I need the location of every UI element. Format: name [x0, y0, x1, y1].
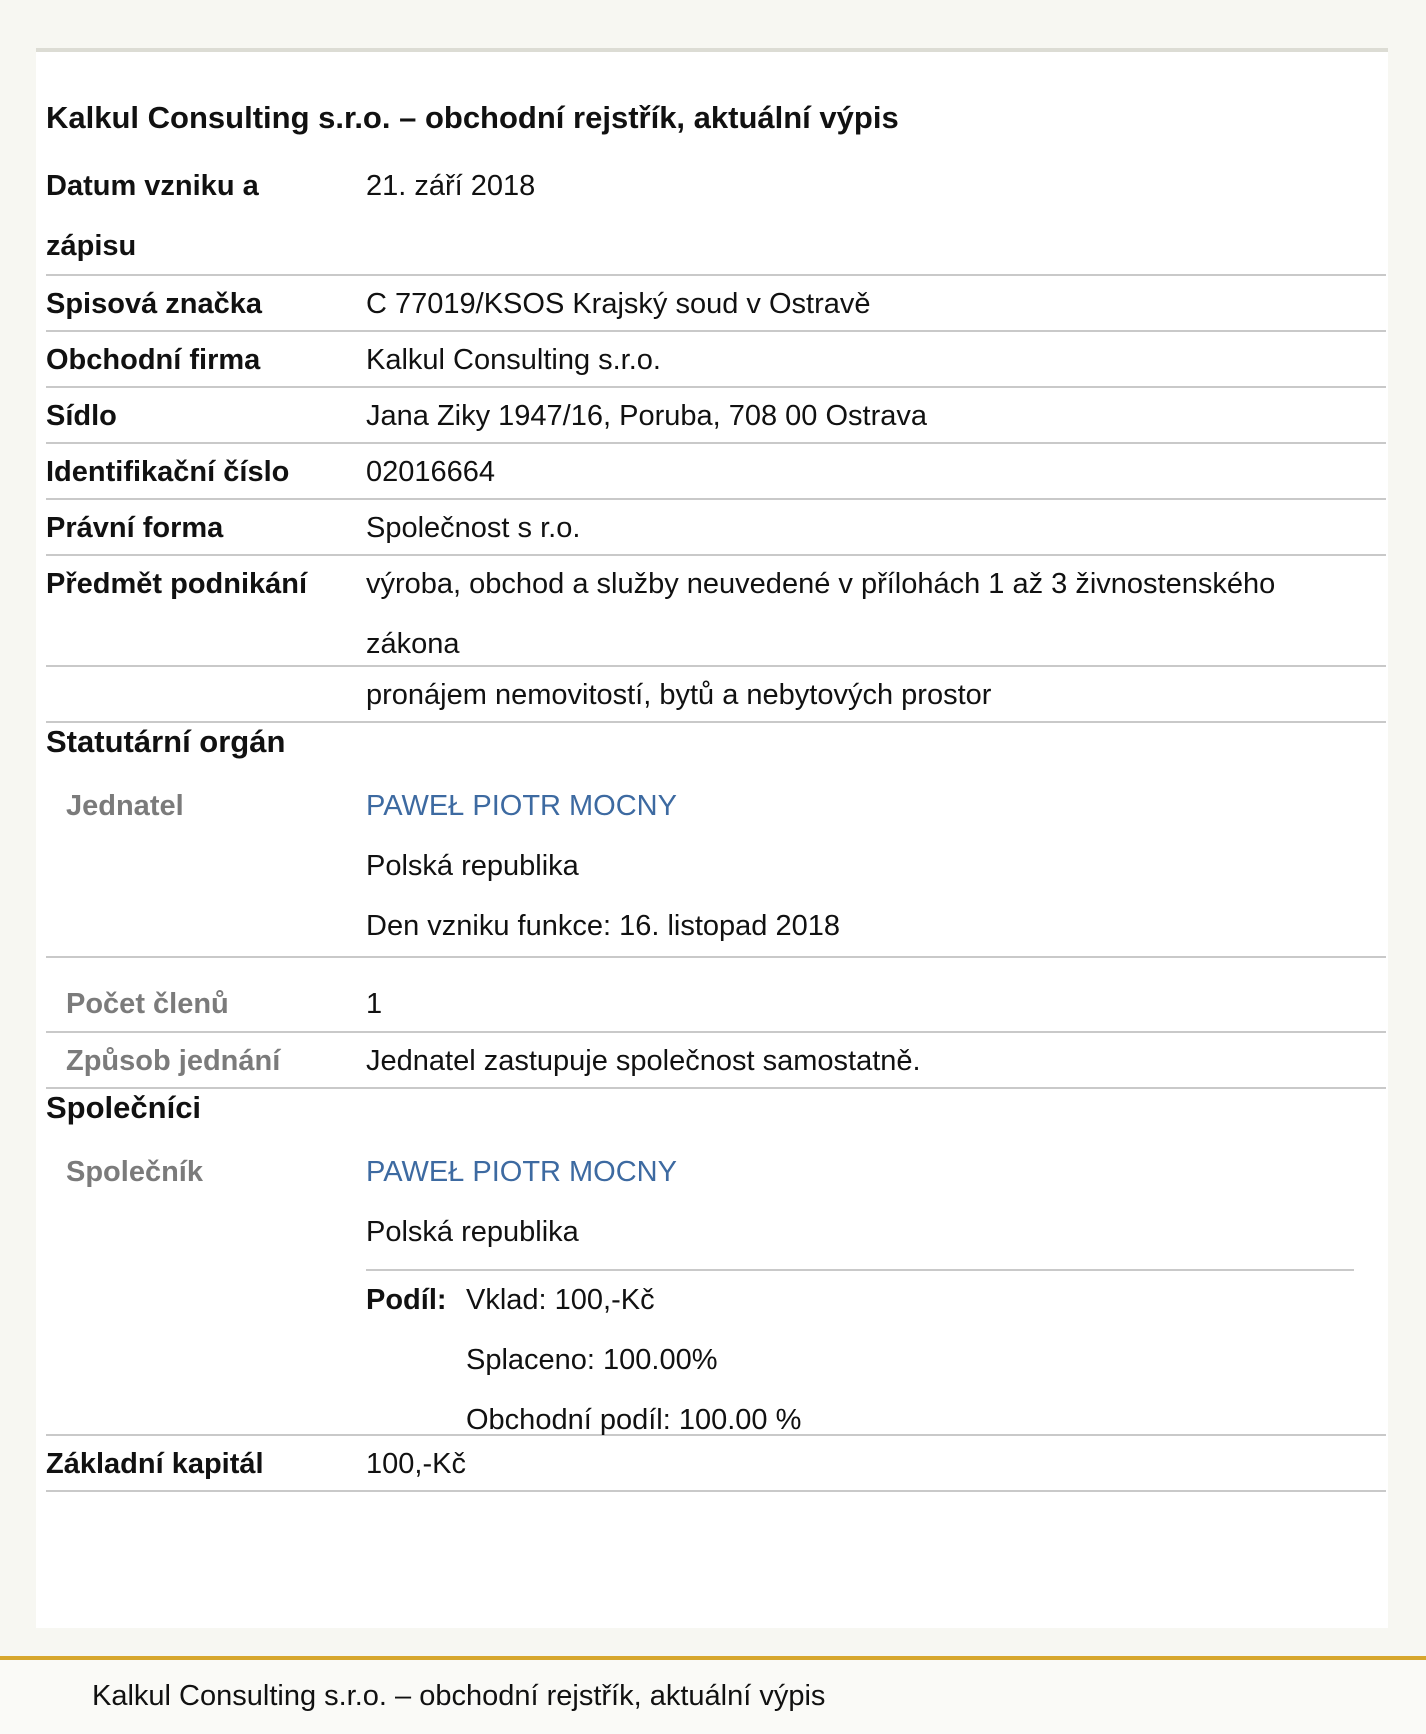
label-identifikacni-cislo: Identifikační číslo	[46, 456, 290, 488]
footer	[0, 1656, 1426, 1734]
jednatel-since: Den vzniku funkce: 16. listopad 2018	[366, 910, 840, 942]
value-sidlo: Jana Ziky 1947/16, Poruba, 708 00 Ostrava	[366, 400, 928, 432]
value-podil	[466, 1270, 801, 1450]
jednatel-name-link[interactable]: PAWEŁ PIOTR MOCNY	[366, 790, 677, 822]
spolecnik-name-link[interactable]: PAWEŁ PIOTR MOCNY	[366, 1156, 677, 1188]
section-spolecnici: Společníci	[46, 1090, 202, 1125]
row-predmet-podnikani-2	[46, 667, 1386, 723]
label-datum-line-2: zápisu	[46, 230, 137, 262]
value-pravni-forma: Společnost s r.o.	[366, 512, 581, 544]
value-obchodni-firma: Kalkul Consulting s.r.o.	[366, 344, 661, 376]
register-extract-panel	[36, 48, 1388, 1628]
predmet-1-line-1: výroba, obchod a služby neuvedené v přílohách 1 až 3 živnostenského	[366, 568, 1276, 600]
page-title: Kalkul Consulting s.r.o. – obchodní rejstřík, aktuální výpis	[46, 100, 899, 135]
row-spolecnik	[46, 1156, 1386, 1436]
row-predmet-podnikani	[46, 556, 1386, 667]
podil-vklad: Vklad: 100,-Kč	[466, 1284, 655, 1316]
value-jednatel	[366, 776, 1376, 956]
section-statutarni-organ: Statutární orgán	[46, 724, 286, 759]
label-pocet-clenu: Počet členů	[66, 988, 229, 1020]
label-podil: Podíl:	[366, 1284, 447, 1316]
value-spolecnik	[366, 1142, 1376, 1262]
value-pocet-clenu: 1	[366, 988, 383, 1020]
value-predmet-podnikani-2: pronájem nemovitostí, bytů a nebytových prostor	[366, 679, 992, 711]
footer-title: Kalkul Consulting s.r.o. – obchodní rejstřík, aktuální výpis	[92, 1680, 826, 1712]
label-zakladni-kapital: Základní kapitál	[46, 1448, 264, 1480]
label-spolecnik: Společník	[66, 1156, 203, 1188]
value-identifikacni-cislo: 02016664	[366, 456, 496, 488]
row-jednatel	[46, 790, 1386, 958]
label-sidlo: Sídlo	[46, 400, 117, 432]
podil-obchodni: Obchodní podíl: 100.00 %	[466, 1404, 802, 1436]
label-pravni-forma: Právní forma	[46, 512, 224, 544]
label-obchodni-firma: Obchodní firma	[46, 344, 261, 376]
row-zpusob-jednani	[46, 1033, 1386, 1089]
spolecnik-country: Polská republika	[366, 1216, 579, 1248]
value-spisova-znacka: C 77019/KSOS Krajský soud v Ostravě	[366, 288, 871, 320]
row-pocet-clenu	[46, 958, 1386, 1033]
label-predmet-podnikani: Předmět podnikání	[46, 568, 308, 600]
label-datum-line-1: Datum vzniku a	[46, 170, 259, 202]
row-identifikacni-cislo	[46, 444, 1386, 500]
predmet-1-line-2: zákona	[366, 628, 460, 660]
label-jednatel: Jednatel	[66, 790, 184, 822]
row-zakladni-kapital	[46, 1436, 1386, 1492]
label-datum-vzniku	[46, 156, 259, 276]
row-sidlo	[46, 388, 1386, 444]
value-predmet-podnikani-1	[366, 554, 1376, 674]
row-spisova-znacka	[46, 276, 1386, 332]
value-zakladni-kapital: 100,-Kč	[366, 1448, 466, 1480]
jednatel-country: Polská republika	[366, 850, 579, 882]
row-pravni-forma	[46, 500, 1386, 556]
label-zpusob-jednani: Způsob jednání	[66, 1045, 281, 1077]
row-obchodni-firma	[46, 332, 1386, 388]
row-datum-vzniku	[46, 156, 1386, 276]
label-spisova-znacka: Spisová značka	[46, 288, 262, 320]
value-zpusob-jednani: Jednatel zastupuje společnost samostatně.	[366, 1045, 921, 1077]
value-datum-vzniku: 21. září 2018	[366, 170, 536, 202]
podil-splaceno: Splaceno: 100.00%	[466, 1344, 718, 1376]
